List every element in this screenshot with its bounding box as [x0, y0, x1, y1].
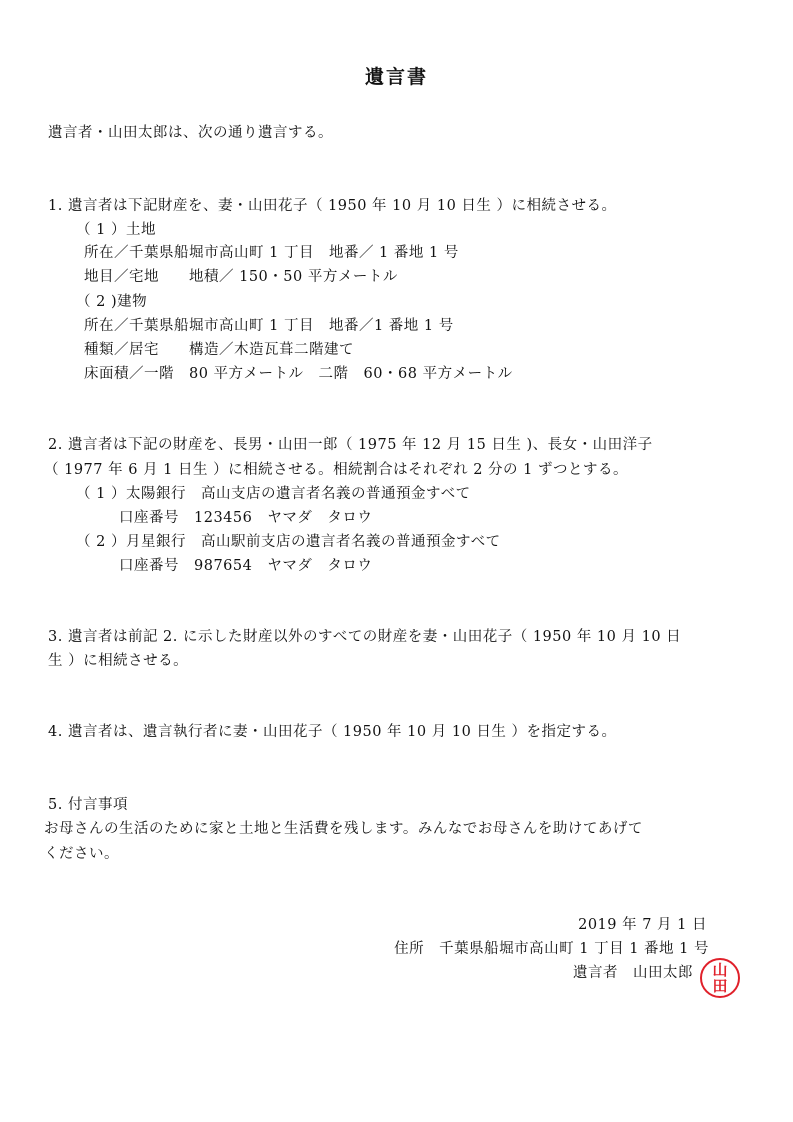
- land-label: （ 1 ）土地: [76, 222, 156, 238]
- building-area: 床面積／一階 80 平方メートル 二階 60・68 平方メートル: [84, 366, 513, 382]
- building-location: 所在／千葉県船堀市高山町 1 丁目 地番／1 番地 1 号: [84, 318, 454, 334]
- signature-testator: 遺言者 山田太郎: [573, 965, 693, 981]
- intro-text: 遺言者・山田太郎は、次の通り遺言する。: [48, 125, 333, 141]
- bank-1: （ 1 ）太陽銀行 高山支店の遺言者名義の普通預金すべて: [76, 486, 471, 502]
- clause-1-heading: 1. 遺言者は下記財産を、妻・山田花子（ 1950 年 10 月 10 日生 ）に相続させる。: [48, 198, 617, 214]
- clause-3-line-2: 生 ）に相続させる。: [48, 653, 189, 669]
- building-label: （ 2 )建物: [76, 294, 148, 310]
- building-type: 種類／居宅 構造／木造瓦葺二階建て: [84, 342, 354, 358]
- seal-bottom-char: 田: [712, 977, 728, 995]
- bank-1-account: 口座番号 123456 ヤマダ タロウ: [119, 510, 373, 526]
- signature-address: 住所 千葉県船堀市高山町 1 丁目 1 番地 1 号: [394, 941, 709, 957]
- bank-2: （ 2 ）月星銀行 高山駅前支店の遺言者名義の普通預金すべて: [76, 534, 501, 550]
- clause-5-heading: 5. 付言事項: [48, 797, 128, 813]
- clause-3-line-1: 3. 遺言者は前記 2. に示した財産以外のすべての財産を妻・山田花子（ 1950 年 10 月 10 日: [48, 629, 682, 645]
- clause-4: 4. 遺言者は、遺言執行者に妻・山田花子（ 1950 年 10 月 10 日生 ）を指定する。: [48, 724, 617, 740]
- clause-2-line-1: 2. 遺言者は下記の財産を、長男・山田一郎（ 1975 年 12 月 15 日生 )、長女・山田洋子: [48, 437, 653, 453]
- seal-top-char: 山: [712, 961, 728, 979]
- clause-2-line-2: （ 1977 年 6 月 1 日生 ）に相続させる。相続割合はそれぞれ 2 分の 1 ずつとする。: [44, 462, 629, 478]
- signature-date: 2019 年 7 月 1 日: [578, 917, 707, 933]
- document-title: 遺言書: [364, 66, 428, 88]
- land-location: 所在／千葉県船堀市高山町 1 丁目 地番／ 1 番地 1 号: [84, 245, 459, 261]
- clause-5-line-1: お母さんの生活のために家と土地と生活費を残します。みんなでお母さんを助けてあげて: [44, 821, 643, 837]
- bank-2-account: 口座番号 987654 ヤマダ タロウ: [119, 558, 373, 574]
- land-detail: 地目／宅地 地積／ 150・50 平方メートル: [84, 269, 398, 285]
- seal-stamp: [700, 958, 740, 998]
- clause-5-line-2: ください。: [44, 846, 119, 862]
